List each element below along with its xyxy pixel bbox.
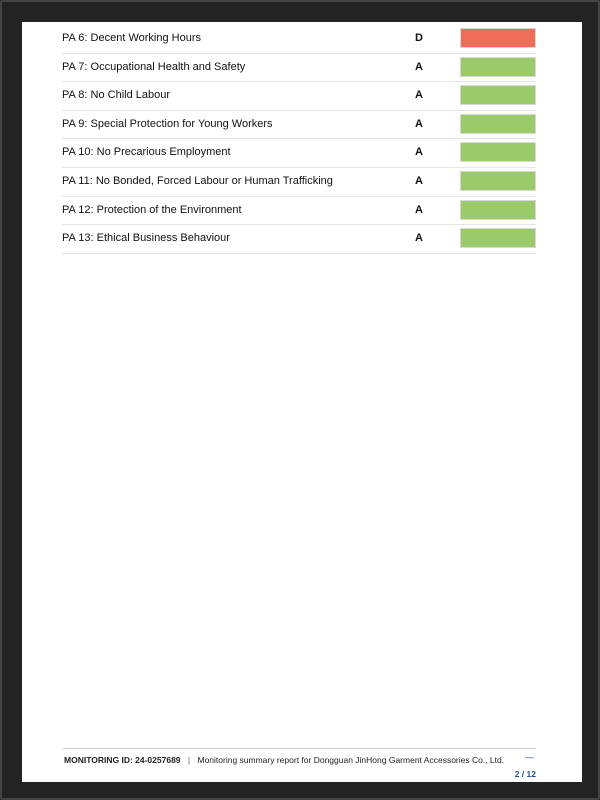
- rating-color-bar: [460, 28, 536, 48]
- grade: A: [415, 203, 423, 216]
- rating-color-bar: [460, 142, 536, 162]
- performance-area-label: PA 6: Decent Working Hours: [62, 32, 201, 44]
- grade: A: [415, 174, 423, 187]
- report-title: Monitoring summary report for Dongguan JinHong Garment Accessories Co., Ltd.: [197, 755, 505, 765]
- grade: A: [415, 232, 423, 245]
- performance-area-label: PA 7: Occupational Health and Safety: [62, 60, 246, 73]
- grade: A: [415, 89, 423, 102]
- rating-color-bar: [460, 228, 536, 248]
- performance-area-label: PA 12: Protection of the Environment: [62, 203, 242, 216]
- footer-dash: —: [525, 752, 534, 762]
- performance-area-label: PA 8: No Child Labour: [62, 89, 171, 102]
- table-row: [62, 111, 536, 140]
- rating-color-bar: [460, 200, 536, 220]
- table-row: [62, 139, 536, 168]
- rating-color-bar: [460, 57, 536, 77]
- performance-area-label: PA 10: No Precarious Employment: [62, 146, 231, 159]
- table-row: [62, 54, 536, 83]
- grade: A: [415, 146, 423, 159]
- grade: D: [415, 32, 423, 44]
- grade: A: [415, 60, 423, 73]
- table-row: [62, 225, 536, 254]
- footer-separator: |: [187, 755, 191, 765]
- table-row: [62, 25, 536, 54]
- footer-text: [64, 755, 504, 765]
- grade: A: [415, 117, 423, 130]
- table-row: [62, 82, 536, 111]
- table-row: [62, 197, 536, 226]
- document-page: [22, 22, 582, 782]
- rating-color-bar: [460, 85, 536, 105]
- page-footer: [62, 748, 536, 779]
- page-number: 2 / 12: [514, 769, 536, 779]
- performance-area-label: PA 13: Ethical Business Behaviour: [62, 232, 230, 245]
- rating-color-bar: [460, 114, 536, 134]
- rating-color-bar: [460, 171, 536, 191]
- performance-area-label: PA 9: Special Protection for Young Workers: [62, 117, 273, 130]
- table-row: [62, 168, 536, 197]
- performance-area-list: [62, 25, 536, 254]
- monitoring-id: MONITORING ID: 24-0257689: [64, 755, 181, 765]
- performance-area-label: PA 11: No Bonded, Forced Labour or Human Trafficking: [62, 174, 333, 187]
